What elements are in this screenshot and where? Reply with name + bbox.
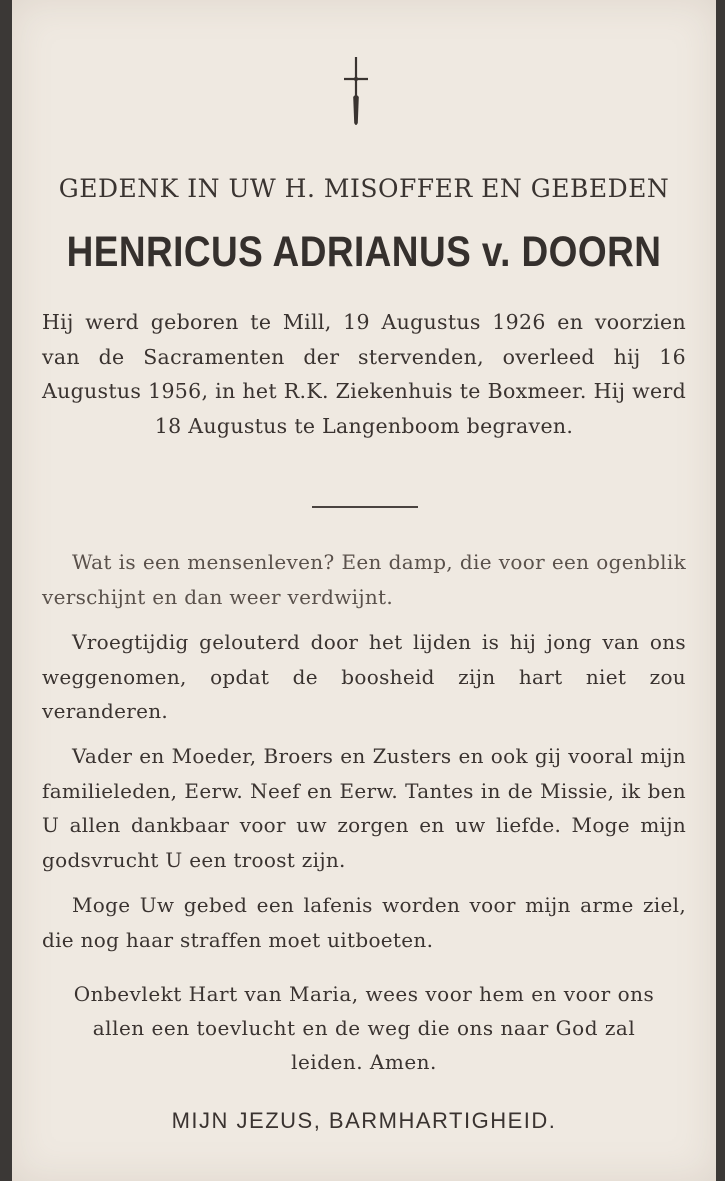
paragraph-3: Vader en Moeder, Broers en Zusters en ook gij vooral mijn familieleden, Eerw. Neef en Eerw. Tantes in de Missie, ik ben U allen dankbaar voor uw zorgen en uw liefde. Moge mijn godsvrucht U een troost zijn. [42,744,686,872]
final-invocation: MIJN JEZUS, BARMHARTIGHEID. [171,1108,557,1133]
heading: GEDENK IN UW H. MISOFFER EN GEBEDEN [58,174,670,203]
biography: Hij werd geboren te Mill, 19 Augustus 1926 en voorzien van de Sacramenten der stervenden, overleed hij 16 Augustus 1956, in het R.K. Ziekenhuis te Boxmeer. Hij werd 18 Augustus te Langenboom begraven. [42,310,686,438]
paragraph-2: Vroegtijdig gelouterd door het lijden is hij jong van ons weggenomen, opdat de boosheid zijn hart niet zou veranderen. [42,630,686,723]
memorial-card [12,0,716,1181]
deceased-name: HENRICUS ADRIANUS v. DOORN [66,228,662,276]
closing-prayer: Onbevlekt Hart van Maria, wees voor hem en voor ons allen een toevlucht en de weg die ons naar God zal leiden. Amen. [73,982,655,1074]
cross-icon [344,55,368,131]
paragraph-1: Wat is een mensenleven? Een damp, die voor een ogenblik verschijnt en dan weer verdwijnt. [42,550,686,609]
paragraph-4: Moge Uw gebed een lafenis worden voor mijn arme ziel, die nog haar straffen moet uitboeten. [42,893,686,952]
divider [312,506,418,508]
